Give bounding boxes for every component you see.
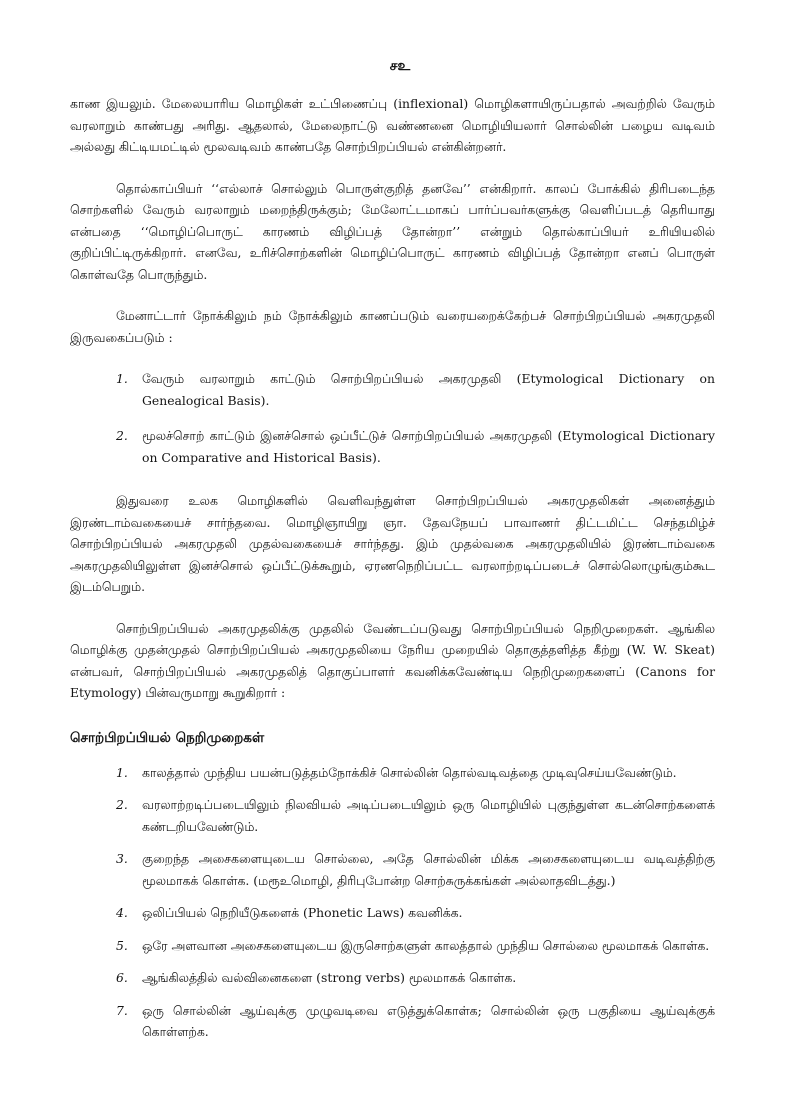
list-item	[70, 425, 715, 468]
page-number: சஉ	[389, 58, 411, 74]
list-item-text: வேரும் வரலாறும் காட்டும் சொற்பிறப்பியல் அகரமுதலி (Etymological Dictionary on Genealogical Basis).	[142, 371, 715, 408]
paragraph-dictionary-types-intro: மேனாட்டார் நோக்கிலும் நம் நோக்கிலும் காணப்படும் வரையறைக்கேற்பச் சொற்பிறப்பியல் அகரமுதலி இருவகைப்படும் :	[70, 308, 715, 345]
dictionary-types-list	[70, 368, 715, 468]
section-heading-canons: சொற்பிறப்பியல் நெறிமுறைகள்	[70, 729, 265, 746]
list-item-text: குறைந்த அசைகளையுடைய சொல்லை, அதே சொல்லின் மிக்க அசைகளையுடைய வடிவத்திற்கு மூலமாகக் கொள்க. (மரூஉமொழி, திரிபுபோன்ற சொற்சுருக்கங்கள் அல்லாதவிடத்து.)	[142, 851, 715, 888]
list-item-number: 2.	[116, 428, 128, 443]
body-text	[70, 93, 715, 1065]
list-item	[70, 848, 715, 891]
list-item-number: 4.	[116, 905, 128, 920]
list-item-text: ஒரு சொல்லின் ஆய்வுக்கு முழுவடிவை எடுத்துக்கொள்க; சொல்லின் ஒரு பகுதியை ஆய்வுக்குக் கொள்ளற்க.	[142, 1002, 715, 1039]
list-item-text: மூலச்சொற் காட்டும் இனச்சொல் ஒப்பீட்டுச் சொற்பிறப்பியல் அகரமுதலி (Etymological Dictionary on Comparative and Historical Basis).	[142, 428, 715, 465]
list-item	[70, 967, 715, 989]
list-item-number: 6.	[116, 970, 128, 985]
list-item	[70, 368, 715, 411]
list-item-number: 7.	[116, 1002, 128, 1018]
list-item	[70, 935, 715, 957]
paragraph-skeat-canons-intro: சொற்பிறப்பியல் அகரமுதலிக்கு முதலில் வேண்டப்படுவது சொற்பிறப்பியல் நெறிமுறைகள். ஆங்கில மொழிக்கு முதன்முதல் சொற்பிறப்பியல் அகரமுதலியை நேரிய முறையில் தொகுத்தளித்த கீற்று (W. W. Skeat) என்பவர், சொற்பிறப்பியல் அகரமுதலித் தொகுப்பாளர் கவனிக்கவேண்டிய நெறிமுறைகளைப் (Canons for Etymology) பின்வருமாறு கூறுகிறார் :	[70, 620, 715, 700]
list-item	[70, 794, 715, 837]
list-item-number: 3.	[116, 851, 128, 866]
paragraph-tholkappiyar: தொல்காப்பியர் ‘‘எல்லாச் சொல்லும் பொருள்குறித் தனவே’’ என்கிறார். காலப் போக்கில் திரிபடைந்த சொற்களில் வேரும் வரலாறும் மறைந்திருக்கும்; மேலோட்டமாகப் பார்ப்பவர்களுக்கு வெளிப்படத் தெரியாது என்பதை ‘‘மொழிப்பொருட் காரணம் விழிப்பத் தோன்றா’’ என்றும் தொல்காப்பியர் உரியியலில் குறிப்பிட்டிருக்கிறார். எனவே, உரிச்சொற்களின் மொழிப்பொருட் காரணம் விழிப்பத் தோன்றா எனப் பொருள் கொள்வதே பொருந்தும்.	[70, 180, 715, 282]
list-item	[70, 1000, 715, 1043]
list-item-number: 2.	[116, 797, 128, 812]
list-item-text: ஒலிப்பியல் நெறியீடுகளைக் (Phonetic Laws) கவனிக்க.	[142, 905, 463, 920]
list-item-text: வரலாற்றடிப்படையிலும் நிலவியல் அடிப்படையிலும் ஒரு மொழியில் புகுந்துள்ள கடன்சொற்களைக் கண்டறியவேண்டும்.	[142, 797, 715, 834]
paragraph-world-dictionaries: இதுவரை உலக மொழிகளில் வெளிவந்துள்ள சொற்பிறப்பியல் அகரமுதலிகள் அனைத்தும் இரண்டாம்வகையைச் சார்ந்தவை. மொழிஞாயிறு ஞா. தேவநேயப் பாவாணர் திட்டமிட்ட செந்தமிழ்ச் சொற்பிறப்பியல் அகரமுதலி முதல்வகையைச் சார்ந்தது. இம் முதல்வகை அகரமுதலியில் இரண்டாம்வகை அகரமுதலியிலுள்ள இனச்சொல் ஒப்பீட்டுக்கூறும், ஏரணநெறிப்பட்ட வரலாற்றடிப்படைச் சொல்லொழுங்கும்கூட இடம்பெறும்.	[70, 493, 715, 594]
canons-list	[70, 762, 715, 1043]
paragraph-inflexional: காண இயலும். மேலையாரிய மொழிகள் உட்பிணைப்பு (inflexional) மொழிகளாயிருப்பதால் அவற்றில் வேரும் வரலாறும் காண்பது அரிது. ஆதலால், மேலைநாட்டு வண்ணனை மொழியியலார் சொல்லின் பழைய வடிவம் அல்லது கிட்டியமட்டில் மூலவடிவம் காண்பதே சொற்பிறப்பியல் என்கின்றனர்.	[70, 96, 715, 154]
list-item-number: 1.	[116, 764, 128, 780]
list-item	[70, 902, 715, 924]
list-item-text: ஒரே அளவான அசைகளையுடைய இருசொற்களுள் காலத்தால் முந்திய சொல்லை மூலமாகக் கொள்க.	[142, 937, 710, 953]
list-item-number: 5.	[116, 937, 128, 953]
list-item-text: காலத்தால் முந்திய பயன்படுத்தம்நோக்கிச் சொல்லின் தொல்வடிவத்தை முடிவுசெய்யவேண்டும்.	[142, 764, 677, 780]
list-item	[70, 762, 715, 784]
list-item-number: 1.	[116, 371, 128, 386]
list-item-text: ஆங்கிலத்தில் வல்வினைகளை (strong verbs) மூலமாகக் கொள்க.	[142, 970, 517, 985]
